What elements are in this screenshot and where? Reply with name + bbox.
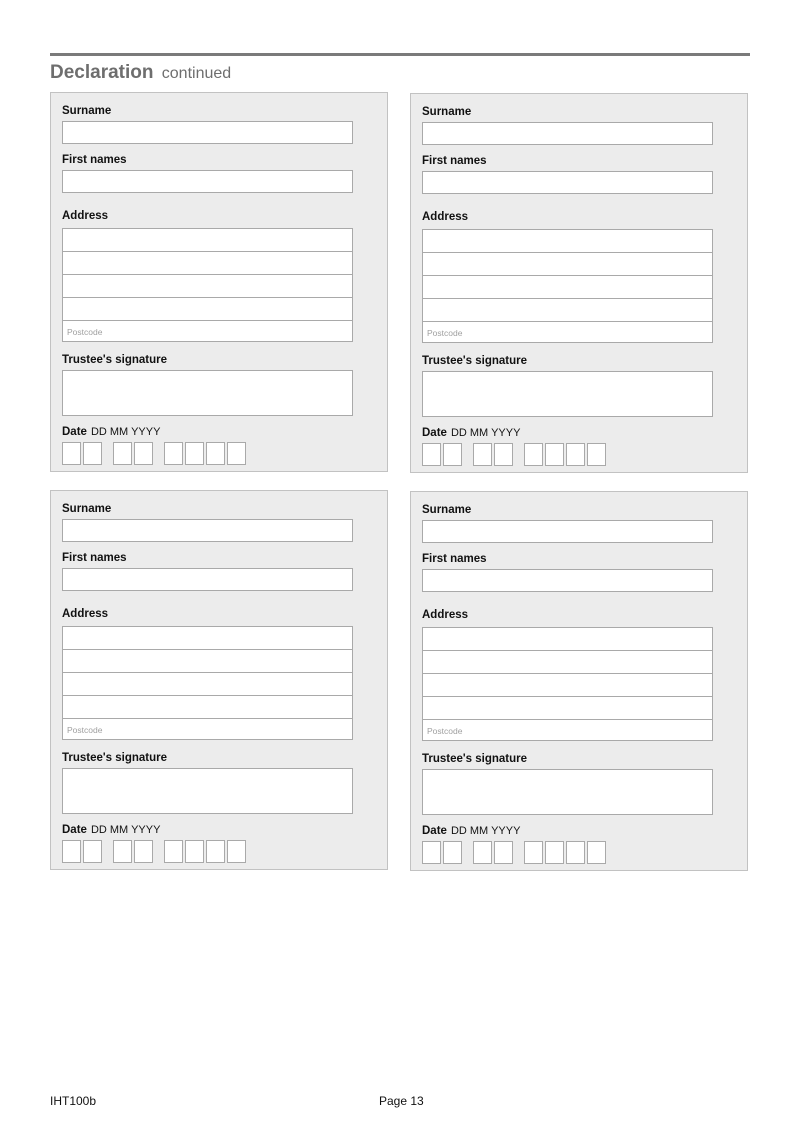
date-day-digit-2[interactable] (83, 442, 102, 465)
first-names-field[interactable] (422, 569, 713, 592)
address-line-1[interactable] (63, 229, 352, 252)
address-line-3[interactable] (423, 674, 712, 697)
address-line-1[interactable] (423, 230, 712, 253)
page-number: Page 13 (379, 1094, 424, 1108)
date-year-digit-2[interactable] (545, 443, 564, 466)
address-line-3[interactable] (63, 275, 352, 298)
address-label: Address (422, 609, 469, 621)
first-names-label: First names (62, 552, 127, 564)
address-line-4[interactable] (423, 697, 712, 720)
date-format-hint: DD MM YYYY (90, 824, 161, 836)
surname-label: Surname (62, 105, 112, 117)
surname-field[interactable] (422, 122, 713, 145)
date-label-text: Date (62, 426, 87, 438)
first-names-label: First names (62, 154, 127, 166)
postcode-field[interactable]: Postcode (427, 328, 463, 338)
date-year-digit-3[interactable] (206, 442, 225, 465)
trustee-panel-4 (410, 491, 748, 871)
surname-label: Surname (422, 504, 472, 516)
date-month-digit-2[interactable] (494, 841, 513, 864)
date-format-hint: DD MM YYYY (450, 427, 521, 439)
postcode-field[interactable]: Postcode (67, 327, 103, 337)
first-names-label: First names (422, 155, 487, 167)
date-format-hint: DD MM YYYY (450, 825, 521, 837)
date-year-digit-3[interactable] (566, 841, 585, 864)
address-line-2[interactable] (63, 650, 352, 673)
signature-label: Trustee's signature (62, 354, 167, 366)
date-label-text: Date (422, 427, 447, 439)
date-year-digit-2[interactable] (185, 442, 204, 465)
date-year-digit-1[interactable] (164, 442, 183, 465)
date-year-digit-3[interactable] (206, 840, 225, 863)
surname-field[interactable] (422, 520, 713, 543)
date-format-hint: DD MM YYYY (90, 426, 161, 438)
date-year-digit-1[interactable] (164, 840, 183, 863)
address-field (62, 626, 353, 740)
address-line-4[interactable] (63, 298, 352, 321)
address-line-1[interactable] (63, 627, 352, 650)
date-year-digit-4[interactable] (587, 841, 606, 864)
signature-field[interactable] (422, 769, 713, 815)
first-names-label: First names (422, 553, 487, 565)
address-line-3[interactable] (423, 276, 712, 299)
address-line-1[interactable] (423, 628, 712, 651)
postcode-field[interactable]: Postcode (427, 726, 463, 736)
date-year-digit-4[interactable] (227, 840, 246, 863)
date-year-digit-1[interactable] (524, 443, 543, 466)
address-field (62, 228, 353, 342)
date-day-digit-2[interactable] (443, 841, 462, 864)
date-label (62, 824, 160, 836)
date-day-digit-1[interactable] (422, 443, 441, 466)
trustee-panel-2 (410, 93, 748, 473)
date-day-digit-1[interactable] (62, 840, 81, 863)
trustee-panel-3 (50, 490, 388, 870)
address-line-3[interactable] (63, 673, 352, 696)
date-year-digit-4[interactable] (587, 443, 606, 466)
signature-label: Trustee's signature (422, 753, 527, 765)
signature-field[interactable] (62, 768, 353, 814)
date-day-digit-2[interactable] (443, 443, 462, 466)
page-title (50, 62, 231, 84)
address-field (422, 627, 713, 741)
signature-field[interactable] (422, 371, 713, 417)
surname-label: Surname (422, 106, 472, 118)
surname-label: Surname (62, 503, 112, 515)
address-line-4[interactable] (63, 696, 352, 719)
address-line-2[interactable] (63, 252, 352, 275)
trustee-panel-1 (50, 92, 388, 472)
date-year-digit-1[interactable] (524, 841, 543, 864)
surname-field[interactable] (62, 121, 353, 144)
date-day-digit-1[interactable] (422, 841, 441, 864)
surname-field[interactable] (62, 519, 353, 542)
date-month-digit-2[interactable] (134, 442, 153, 465)
date-year-digit-2[interactable] (185, 840, 204, 863)
address-line-2[interactable] (423, 253, 712, 276)
date-month-digit-1[interactable] (473, 841, 492, 864)
first-names-field[interactable] (62, 568, 353, 591)
signature-field[interactable] (62, 370, 353, 416)
address-field (422, 229, 713, 343)
date-month-digit-2[interactable] (134, 840, 153, 863)
date-day-digit-1[interactable] (62, 442, 81, 465)
date-label-text: Date (422, 825, 447, 837)
date-day-digit-2[interactable] (83, 840, 102, 863)
date-year-digit-4[interactable] (227, 442, 246, 465)
date-label-text: Date (62, 824, 87, 836)
postcode-field[interactable]: Postcode (67, 725, 103, 735)
date-label (422, 825, 520, 837)
page-title-main: Declaration (50, 62, 154, 83)
address-label: Address (422, 211, 469, 223)
signature-label: Trustee's signature (62, 752, 167, 764)
top-rule (50, 53, 750, 56)
form-code: IHT100b (50, 1094, 97, 1108)
date-label (422, 427, 520, 439)
address-line-2[interactable] (423, 651, 712, 674)
first-names-field[interactable] (62, 170, 353, 193)
date-label (62, 426, 160, 438)
address-label: Address (62, 608, 109, 620)
date-month-digit-1[interactable] (473, 443, 492, 466)
date-year-digit-3[interactable] (566, 443, 585, 466)
date-year-digit-2[interactable] (545, 841, 564, 864)
first-names-field[interactable] (422, 171, 713, 194)
date-month-digit-2[interactable] (494, 443, 513, 466)
address-line-4[interactable] (423, 299, 712, 322)
address-label: Address (62, 210, 109, 222)
signature-label: Trustee's signature (422, 355, 527, 367)
page-title-continued: continued (161, 65, 232, 82)
date-month-digit-1[interactable] (113, 840, 132, 863)
date-month-digit-1[interactable] (113, 442, 132, 465)
